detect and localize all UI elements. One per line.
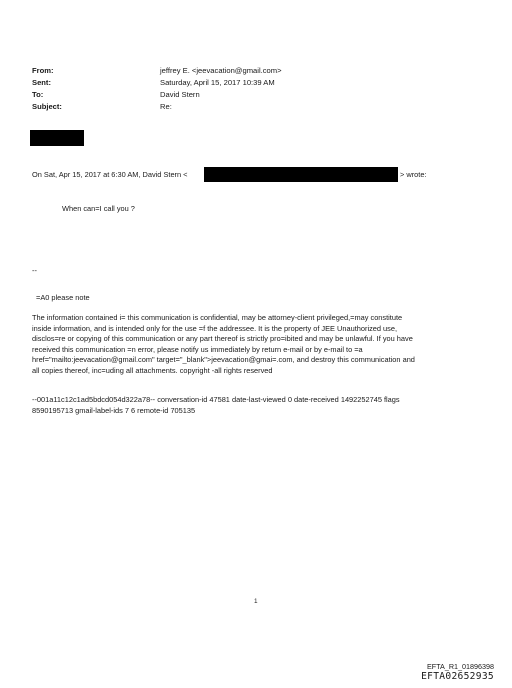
from-label: From: (32, 66, 54, 75)
subject-value: Re: (160, 102, 172, 111)
disclaimer-line: inside information, and is intended only for the use =f the addressee. It is the property of JEE Unauthorized use, (32, 323, 398, 333)
disclaimer-paragraph (32, 313, 482, 377)
metadata-paragraph (32, 395, 482, 416)
subject-label: Subject: (32, 102, 62, 111)
to-label: To: (32, 90, 44, 99)
disclaimer-line: The information contained i= this communication is confidential, may be attorney-client privileged,=may constitute (32, 313, 403, 322)
sent-label: Sent: (32, 78, 51, 87)
disclaimer-line: received this communication =n error, please notify us immediately by return e-mail or by e-mail to =a (32, 344, 363, 354)
from-value: jeffrey E. <jeevacation@gmail.com> (160, 66, 282, 75)
disclaimer-line: disclos=re or copying of this communication or any part thereof is strictly pro=ibited and may be unlawful. If you have (32, 334, 413, 344)
redaction-email (204, 167, 398, 182)
disclaimer-line: all copies thereof, inc=uding all attachments. copyright -all rights reserved (32, 365, 273, 375)
metadata-line: 8590195713 gmail-label-ids 7 6 remote-id 705135 (32, 405, 196, 415)
metadata-line: --001a11c12c1ad5bdcd054d322a78-- conversation-id 47581 date-last-viewed 0 date-received 1492252745 flags (32, 395, 400, 404)
bates-number-small: EFTA_R1_01896398 (427, 662, 494, 671)
please-note: =A0 please note (36, 293, 90, 302)
quote-intro: On Sat, Apr 15, 2017 at 6:30 AM, David Stern < (32, 170, 188, 179)
disclaimer-line: href="mailto:jeevacation@gmail.com" target="_blank">jeevacation@gmai=.com, and destroy this communication and (32, 355, 415, 365)
signature-separator: -- (32, 266, 37, 275)
quoted-message: When can=I call you ? (62, 204, 135, 213)
to-value: David Stern (160, 90, 200, 99)
bates-number-large: EFTA02652935 (421, 671, 494, 682)
quote-wrote: > wrote: (400, 170, 427, 179)
page-number: 1 (254, 598, 258, 605)
sent-value: Saturday, April 15, 2017 10:39 AM (160, 78, 275, 87)
redaction-block (30, 130, 84, 146)
